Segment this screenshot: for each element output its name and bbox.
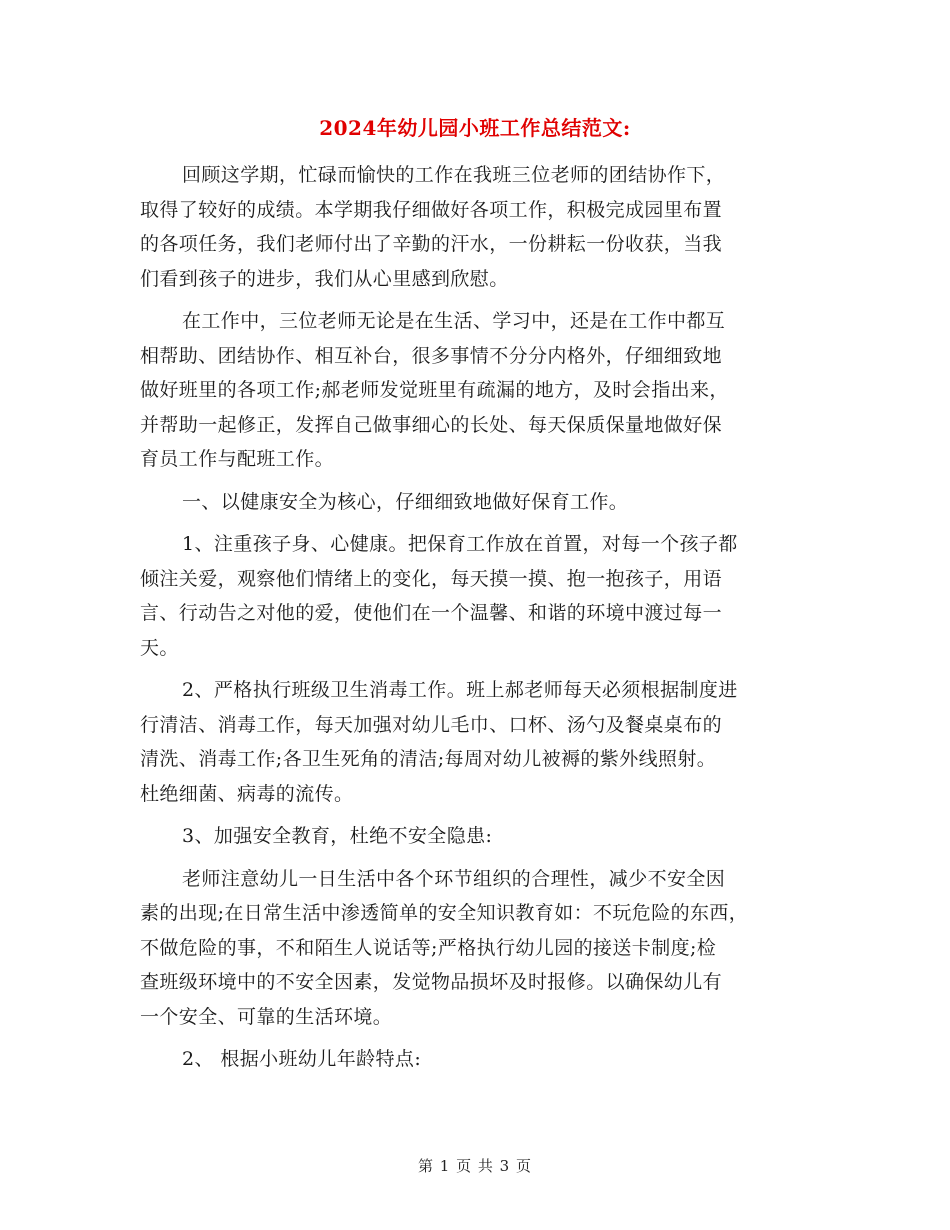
text-line: 2、 根据小班幼儿年龄特点: [182, 1048, 422, 1070]
text-line: 回顾这学期，忙碌而愉快的工作在我班三位老师的团结协作下， [182, 164, 726, 186]
text-line: 并帮助一起修正，发挥自己做事细心的长处、每天保质保量地做好保 [140, 413, 723, 436]
text-line: 天。 [140, 636, 179, 659]
text-line: 老师注意幼儿一日生活中各个环节组织的合理性，减少不安全因 [182, 867, 726, 890]
text-line: 育员工作与配班工作。 [140, 448, 335, 470]
text-line: 取得了较好的成绩。本学期我仔细做好各项工作，积极完成园里布置 [140, 198, 723, 221]
text-line: 3、加强安全教育，杜绝不安全隐患: [182, 825, 493, 847]
text-line: 1、注重孩子身、心健康。把保育工作放在首置，对每一个孩子都 [182, 533, 738, 555]
text-line: 相帮助、团结协作、相互补台，很多事情不分分内格外，仔细细致地 [140, 344, 723, 367]
text-line: 杜绝细菌、病毒的流传。 [140, 782, 354, 805]
page-footer: 第 1 页 共 3 页 [418, 1157, 532, 1175]
text-line: 素的出现;在日常生活中渗透简单的安全知识教育如：不玩危险的东西， [140, 902, 749, 924]
section-heading: 一、以健康安全为核心，仔细细致地做好保育工作。 [182, 490, 629, 513]
text-line: 一个安全、可靠的生活环境。 [140, 1005, 393, 1028]
text-line: 言、行动告之对他的爱，使他们在一个温馨、和谐的环境中渡过每一 [140, 602, 723, 624]
text-line: 们看到孩子的进步，我们从心里感到欣慰。 [140, 267, 509, 290]
text-line: 做好班里的各项工作;郝老师发觉班里有疏漏的地方，及时会指出来， [140, 379, 729, 401]
text-line: 倾注关爱，观察他们情绪上的变化，每天摸一摸、抱一抱孩子，用语 [140, 567, 723, 590]
text-line: 行清洁、消毒工作，每天加强对幼儿毛巾、口杯、汤勺及餐桌桌布的 [140, 713, 723, 736]
document-body [140, 158, 802, 1077]
text-line: 清洗、消毒工作;各卫生死角的清洁;每周对幼儿被褥的紫外线照射。 [140, 748, 717, 770]
document-title: 2024年幼儿园小班工作总结范文: [319, 116, 631, 140]
text-line: 的各项任务，我们老师付出了辛勤的汗水，一份耕耘一份收获，当我 [140, 233, 723, 255]
text-line: 不做危险的事，不和陌生人说话等;严格执行幼儿园的接送卡制度;检 [140, 936, 717, 959]
text-line: 在工作中，三位老师无论是在生活、学习中，还是在工作中都互 [182, 310, 726, 332]
text-line: 2、严格执行班级卫生消毒工作。班上郝老师每天必须根据制度进 [182, 679, 738, 701]
text-line: 查班级环境中的不安全因素，发觉物品损坏及时报修。以确保幼儿有 [140, 971, 723, 993]
